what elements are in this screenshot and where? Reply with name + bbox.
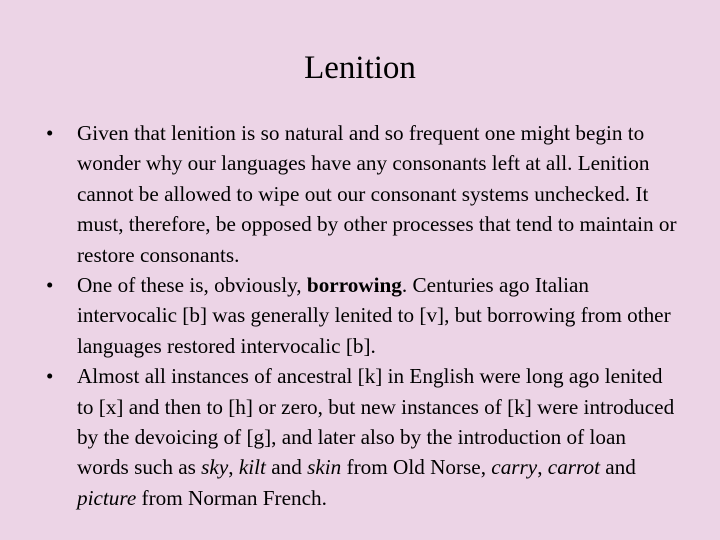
italic-text-run: carrot (547, 455, 600, 480)
bullet-item (0, 270, 720, 361)
text-run: Given that lenition is so natural and so frequent one might begin to wonder why our languages have any consonants left at all. Lenition cannot be allowed to wipe out our consonant systems unchecked. It must, therefore, be opposed by other processes that tend to maintain or restore consonants. (77, 121, 677, 267)
bullet-text (77, 121, 677, 267)
bullet-dot-icon: • (46, 364, 54, 389)
text-run: , (537, 455, 548, 480)
bullet-text (77, 364, 674, 510)
italic-text-run: picture (77, 485, 137, 510)
text-run: from Old Norse, (341, 455, 492, 480)
text-run: . Centuries ago Italian intervocalic [b] was generally lenited to [v], but borrowing from other languages restored intervocalic [b]. (77, 273, 671, 358)
text-run: Almost all instances of ancestral [k] in English were long ago lenited to [x] and then to [h] or zero, but new instances of [k] were introduced by the devoicing of [g], and later also by the introduction of loan words such as (77, 364, 675, 480)
bullet-list (0, 118, 720, 513)
slide-title: Lenition (304, 50, 416, 86)
text-run: and (599, 455, 636, 480)
italic-text-run: sky (201, 455, 229, 480)
bullet-item (0, 361, 720, 513)
italic-text-run: carry (491, 455, 538, 480)
bold-text-run: borrowing (306, 273, 402, 298)
italic-text-run: skin (307, 455, 342, 480)
bullet-text (77, 273, 671, 358)
text-run: from Norman French. (136, 485, 327, 510)
text-run: , (228, 455, 239, 480)
bullet-dot-icon: • (46, 121, 54, 145)
text-run: One of these is, obviously, (77, 273, 307, 298)
italic-text-run: kilt (238, 455, 266, 480)
bullet-dot-icon: • (46, 273, 54, 298)
text-run: and (265, 455, 308, 480)
bullet-item (0, 118, 720, 270)
